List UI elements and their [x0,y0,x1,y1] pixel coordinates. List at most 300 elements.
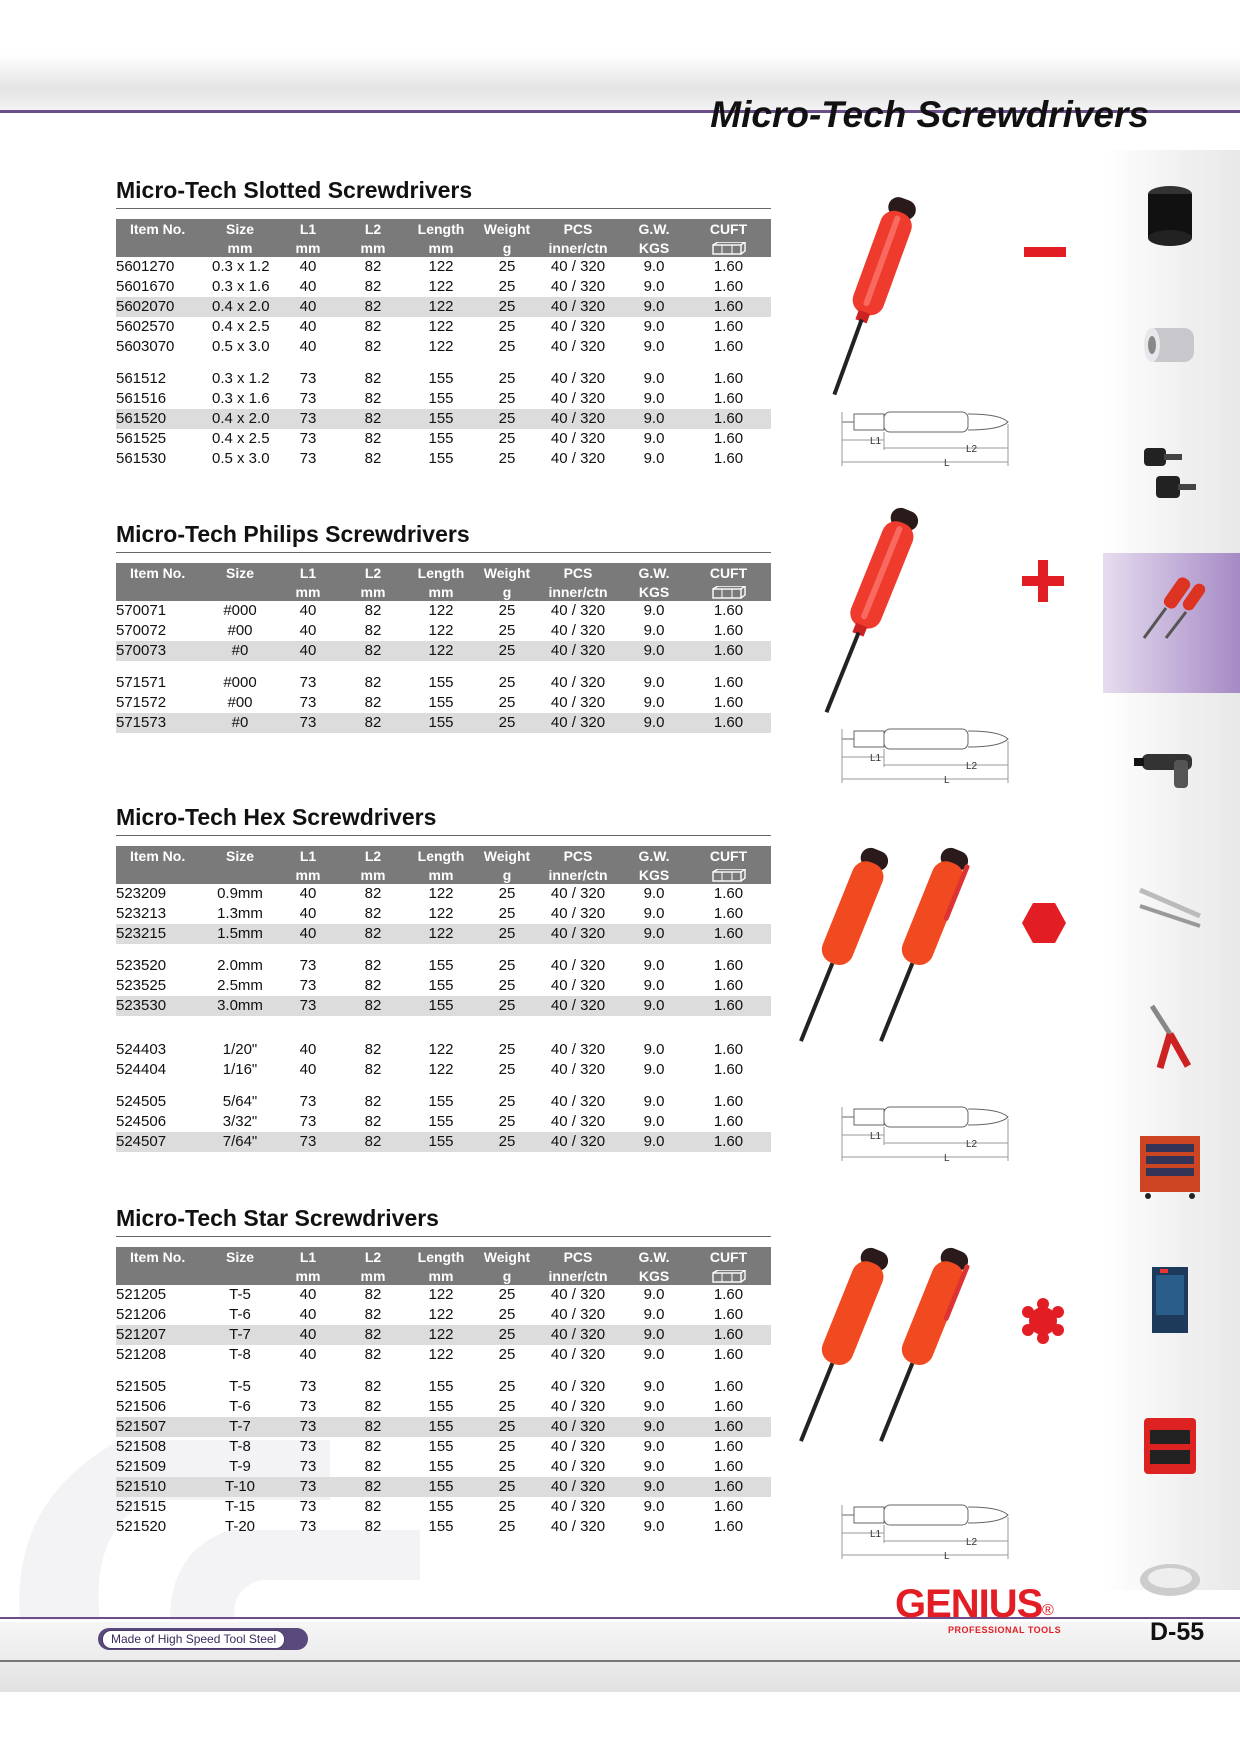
col-item-no: Item No. [116,1247,208,1266]
screwdrivers-thumbnail[interactable] [1130,572,1210,642]
cell-size: #0 [208,641,272,661]
cell-weight: 25 [498,885,516,902]
cell-weight: 25 [498,338,516,355]
cell-pcs: 40 / 320 [534,1132,622,1152]
cell-size: T-7 [208,1325,272,1345]
section-title-philips: Micro-Tech Philips Screwdrivers [116,521,470,547]
cell-l2: 82 [364,338,382,355]
col-pcs-unit: inner/ctn [534,238,622,257]
cell-item-no: 524506 [116,1113,167,1130]
cell-length: 122 [402,641,480,661]
table-row [116,1397,771,1417]
socket-thumbnail[interactable] [1130,310,1210,380]
cell-weight: 25 [480,713,534,733]
combination-wrench-thumbnail[interactable] [1130,870,1210,940]
cell-gw: 9.0 [643,1518,665,1535]
cell-size: #000 [223,602,257,619]
cell-l1: 40 [272,924,344,944]
cell-size: T-7 [208,1417,272,1437]
col-size-unit: mm [208,238,272,257]
col-l2: L2 [344,1247,402,1266]
cell-l1: 40 [299,258,317,275]
cell-l1: 40 [299,318,317,335]
cell-pcs: 40 / 320 [550,885,606,902]
cell-pcs: 40 / 320 [550,1041,606,1058]
cell-cuft: 1.60 [713,258,744,275]
table-row [116,641,771,661]
carton-icon [712,869,746,882]
cell-length: 155 [402,713,480,733]
cell-size: 2.0mm [217,957,263,974]
table-row [116,924,771,944]
cell-gw: 9.0 [643,318,665,335]
cell-l1: 40 [299,1306,317,1323]
cell-item-no: 523209 [116,885,167,902]
dim-label-l2: L2 [966,761,978,772]
cell-l1: 73 [299,390,317,407]
col-l1: L1 [272,846,344,865]
cell-l2: 82 [344,924,402,944]
cell-length: 122 [402,924,480,944]
cell-l1: 73 [299,977,317,994]
cell-size: T-8 [229,1346,251,1363]
cell-pcs: 40 / 320 [534,1325,622,1345]
cell-l1: 73 [299,1093,317,1110]
philips-screwdriver-image [820,505,990,735]
table-row [116,1092,771,1112]
cell-pcs: 40 / 320 [550,957,606,974]
cell-weight: 25 [480,996,534,1016]
cell-cuft: 1.60 [686,713,771,733]
section-title-slotted: Micro-Tech Slotted Screwdrivers [116,177,473,203]
cell-weight: 25 [498,1093,516,1110]
group-spacer [116,357,771,369]
cell-size: 0.9mm [217,885,263,902]
cell-l2: 82 [364,1113,382,1130]
table-row [116,1457,771,1477]
cell-l1: 40 [299,338,317,355]
cell-l2: 82 [364,602,382,619]
table-row [116,297,771,317]
cell-l2: 82 [364,1286,382,1303]
cell-l2: 82 [364,694,382,711]
cell-l1: 73 [299,1113,317,1130]
dim-label-l2: L2 [966,1537,978,1548]
table-row [116,389,771,409]
cell-gw: 9.0 [643,1346,665,1363]
col-item-no: Item No. [116,846,208,865]
cell-size: 1/20" [222,1041,258,1058]
col-pcs-unit: inner/ctn [534,865,622,884]
impact-bits-thumbnail[interactable] [1130,440,1210,510]
cell-size: T-10 [208,1477,272,1497]
cell-l2: 82 [364,390,382,407]
table-row [116,713,771,733]
cell-size: 0.5 x 3.0 [212,338,270,355]
cell-size: 2.5mm [217,977,263,994]
group-spacer [116,1365,771,1377]
cell-pcs: 40 / 320 [550,1286,606,1303]
cell-l1: 73 [299,1398,317,1415]
col-length: Length [402,563,480,582]
cell-pcs: 40 / 320 [550,1113,606,1130]
cell-size: T-15 [224,1498,255,1515]
cell-cuft: 1.60 [713,905,744,922]
cell-size: 0.3 x 1.2 [212,370,270,387]
cell-gw: 9.0 [643,694,665,711]
table-row [116,904,771,924]
cell-gw: 9.0 [643,905,665,922]
cell-l1: 40 [299,1286,317,1303]
carton-icon [712,242,746,255]
cell-gw: 9.0 [643,338,665,355]
dim-label-l2: L2 [966,1139,978,1150]
cell-pcs: 40 / 320 [550,1398,606,1415]
col-cuft: CUFT [686,563,771,582]
cell-item-no: 521207 [116,1325,208,1345]
cell-gw: 9.0 [643,622,665,639]
cell-item-no: 5602570 [116,318,175,335]
col-weight-unit: g [480,582,534,601]
cell-l1: 40 [272,641,344,661]
cell-length: 155 [428,1518,454,1535]
cell-l1: 73 [299,1378,317,1395]
group-spacer [116,1016,771,1040]
cell-size: T-20 [224,1518,255,1535]
cell-length: 122 [428,622,454,639]
star-dimension-drawing [840,1503,1060,1563]
cell-item-no: 561512 [116,370,167,387]
tool-case-thumbnail[interactable] [1130,1410,1210,1480]
cell-l1: 73 [299,957,317,974]
cell-l1: 73 [272,1477,344,1497]
section-rule [116,552,771,553]
cell-gw: 9.0 [643,885,665,902]
footer-note: Made of High Speed Tool Steel [102,1630,285,1649]
cell-item-no: 571571 [116,674,167,691]
cell-l2: 82 [364,674,382,691]
cell-gw: 9.0 [622,1477,686,1497]
cell-length: 122 [402,1325,480,1345]
section-title-star: Micro-Tech Star Screwdrivers [116,1205,439,1231]
cell-weight: 25 [498,602,516,619]
cell-length: 122 [428,278,454,295]
dim-label-l: L [944,1551,950,1562]
cell-weight: 25 [498,674,516,691]
col-l1-unit: mm [272,582,344,601]
cell-cuft: 1.60 [686,924,771,944]
cell-l1: 73 [272,409,344,429]
cell-l2: 82 [364,1438,382,1455]
cell-pcs: 40 / 320 [550,430,606,447]
table-row [116,369,771,389]
table-row [116,1497,771,1517]
cell-pcs: 40 / 320 [550,674,606,691]
cell-pcs: 40 / 320 [550,338,606,355]
col-weight-unit: g [480,238,534,257]
table-row [116,409,771,429]
cell-cuft: 1.60 [686,1132,771,1152]
cell-gw: 9.0 [622,924,686,944]
cell-size: 7/64" [208,1132,272,1152]
col-length-unit: mm [402,238,480,257]
cell-weight: 25 [480,924,534,944]
cell-gw: 9.0 [643,1378,665,1395]
table-row [116,257,771,277]
cell-gw: 9.0 [643,1498,665,1515]
col-l1-unit: mm [272,865,344,884]
cell-size: 0.3 x 1.6 [212,390,270,407]
cell-size: #000 [223,674,257,691]
cell-size: 0.4 x 2.5 [212,430,270,447]
table-row [116,1517,771,1537]
cell-weight: 25 [480,1417,534,1437]
cell-pcs: 40 / 320 [534,297,622,317]
cell-cuft: 1.60 [713,1286,744,1303]
cell-l1: 40 [272,1325,344,1345]
col-l2-unit: mm [344,1266,402,1285]
cell-cuft: 1.60 [713,318,744,335]
col-l2-unit: mm [344,582,402,601]
group-spacer [116,1080,771,1092]
col-gw: G.W. [622,219,686,238]
cell-l2: 82 [364,1306,382,1323]
cell-size: #00 [227,622,253,639]
table-row [116,1305,771,1325]
cell-cuft: 1.60 [713,694,744,711]
col-gw-unit: KGS [622,238,686,257]
cell-weight: 25 [498,1398,516,1415]
cell-pcs: 40 / 320 [550,1306,606,1323]
cell-l1: 40 [299,885,317,902]
cell-l2: 82 [364,622,382,639]
star-spec-table [116,1247,771,1537]
cell-length: 155 [428,1093,454,1110]
cell-length: 122 [428,1286,454,1303]
cell-l2: 82 [364,1518,382,1535]
cell-pcs: 40 / 320 [550,1346,606,1363]
cell-pcs: 40 / 320 [534,409,622,429]
magnetic-tray-thumbnail[interactable] [1130,1540,1210,1610]
col-pcs: PCS [534,1247,622,1266]
cell-cuft: 1.60 [713,602,744,619]
cell-size: 3/32" [222,1113,258,1130]
cell-gw: 9.0 [643,1113,665,1130]
table-row [116,1285,771,1305]
carton-icon [712,1270,746,1283]
cell-cuft: 1.60 [713,1498,744,1515]
cell-l2: 82 [364,905,382,922]
cell-pcs: 40 / 320 [550,450,606,467]
cell-gw: 9.0 [622,1417,686,1437]
cell-cuft: 1.60 [713,370,744,387]
col-l1: L1 [272,219,344,238]
cell-l2: 82 [364,957,382,974]
cell-l2: 82 [364,1061,382,1078]
cell-weight: 25 [498,1438,516,1455]
cell-cuft: 1.60 [713,1346,744,1363]
cell-l1: 73 [299,1458,317,1475]
table-row [116,693,771,713]
cell-pcs: 40 / 320 [550,977,606,994]
cell-gw: 9.0 [643,1286,665,1303]
table-row [116,956,771,976]
cell-cuft: 1.60 [713,1061,744,1078]
cell-item-no: 521206 [116,1306,167,1323]
cell-l2: 82 [344,1325,402,1345]
tool-display-box-thumbnail[interactable] [1130,1265,1210,1335]
cell-l2: 82 [364,885,382,902]
footer-rule-lower [0,1660,1240,1662]
cell-l1: 40 [299,1346,317,1363]
page-number: D-55 [1150,1618,1205,1646]
cell-size: T-5 [229,1378,251,1395]
impact-socket-thumbnail[interactable] [1130,180,1210,250]
cell-pcs: 40 / 320 [550,1061,606,1078]
cell-weight: 25 [498,430,516,447]
cell-item-no: 521510 [116,1477,208,1497]
dim-label-l1: L1 [870,436,882,447]
cell-item-no: 524403 [116,1041,167,1058]
cell-weight: 25 [498,278,516,295]
cell-item-no: 524507 [116,1132,208,1152]
cell-size: T-6 [229,1398,251,1415]
cell-item-no: 570072 [116,622,167,639]
section-rule [116,208,771,209]
cell-weight: 25 [498,1113,516,1130]
cell-gw: 9.0 [643,977,665,994]
cell-l2: 82 [364,430,382,447]
col-l1-unit: mm [272,238,344,257]
cell-length: 122 [428,1346,454,1363]
cell-length: 155 [428,977,454,994]
col-length-unit: mm [402,865,480,884]
brand-logo: GENIUS [895,1582,1043,1626]
cell-gw: 9.0 [643,602,665,619]
star-symbol-icon [1020,1298,1066,1344]
slotted-spec-table [116,219,771,469]
col-l2: L2 [344,563,402,582]
section-rule [116,1236,771,1237]
cell-l2: 82 [344,1132,402,1152]
table-row [116,1345,771,1365]
group-spacer [116,944,771,956]
cell-l2: 82 [364,450,382,467]
cell-length: 155 [402,1417,480,1437]
cell-gw: 9.0 [643,957,665,974]
cell-l2: 82 [364,370,382,387]
table-row [116,1060,771,1080]
col-pcs: PCS [534,219,622,238]
table-row [116,996,771,1016]
col-length: Length [402,1247,480,1266]
col-weight: Weight [480,846,534,865]
cell-weight: 25 [498,450,516,467]
cell-item-no: 5601270 [116,258,175,275]
cell-length: 155 [428,450,454,467]
cell-l2: 82 [364,1378,382,1395]
cell-cuft: 1.60 [713,885,744,902]
cell-length: 155 [428,694,454,711]
cell-size: 1.3mm [217,905,263,922]
cell-item-no: 523215 [116,924,208,944]
cell-weight: 25 [498,390,516,407]
cell-item-no: 523520 [116,957,167,974]
air-impact-wrench-thumbnail[interactable] [1130,730,1210,800]
cell-item-no: 524404 [116,1061,167,1078]
table-row [116,1132,771,1152]
dim-label-l1: L1 [870,1529,882,1540]
dim-label-l1: L1 [870,753,882,764]
cell-item-no: 5602070 [116,297,208,317]
col-length-unit: mm [402,582,480,601]
col-l2: L2 [344,219,402,238]
cell-cuft: 1.60 [713,1398,744,1415]
cell-item-no: 561520 [116,409,208,429]
cell-cuft: 1.60 [713,1093,744,1110]
col-weight: Weight [480,1247,534,1266]
cell-pcs: 40 / 320 [550,1518,606,1535]
cell-weight: 25 [480,297,534,317]
cell-length: 155 [402,996,480,1016]
cell-item-no: 570073 [116,641,208,661]
cell-l1: 73 [272,996,344,1016]
col-gw-unit: KGS [622,865,686,884]
col-gw-unit: KGS [622,582,686,601]
cell-weight: 25 [498,694,516,711]
cell-length: 155 [428,1498,454,1515]
table-row [116,1112,771,1132]
cell-item-no: 521208 [116,1346,167,1363]
tool-cabinet-thumbnail[interactable] [1130,1130,1210,1200]
cell-item-no: 524505 [116,1093,167,1110]
cell-length: 155 [428,1378,454,1395]
col-gw: G.W. [622,846,686,865]
table-row [116,449,771,469]
col-l2: L2 [344,846,402,865]
cell-pcs: 40 / 320 [534,713,622,733]
table-row [116,1377,771,1397]
cell-gw: 9.0 [643,674,665,691]
cell-weight: 25 [498,1498,516,1515]
cell-pcs: 40 / 320 [550,1093,606,1110]
hex-screwdrivers-image [790,845,1020,1065]
cell-pcs: 40 / 320 [550,318,606,335]
cell-length: 122 [428,258,454,275]
cell-pcs: 40 / 320 [534,641,622,661]
cell-l1: 40 [299,602,317,619]
table-row [116,1040,771,1060]
col-l1: L1 [272,1247,344,1266]
cell-size: 0.5 x 3.0 [212,450,270,467]
cell-cuft: 1.60 [713,622,744,639]
cell-l2: 82 [364,1398,382,1415]
table-row [116,1437,771,1457]
cell-cuft: 1.60 [713,957,744,974]
cell-pcs: 40 / 320 [550,1498,606,1515]
cell-pcs: 40 / 320 [550,278,606,295]
cell-item-no: 521520 [116,1518,167,1535]
cell-l2: 82 [364,258,382,275]
cell-weight: 25 [498,622,516,639]
cell-weight: 25 [498,1346,516,1363]
cell-size: 0.4 x 2.5 [212,318,270,335]
cell-size: 1.5mm [208,924,272,944]
cell-cuft: 1.60 [713,450,744,467]
pliers-thumbnail[interactable] [1130,1000,1210,1070]
col-gw: G.W. [622,1247,686,1266]
cell-cuft: 1.60 [713,1458,744,1475]
